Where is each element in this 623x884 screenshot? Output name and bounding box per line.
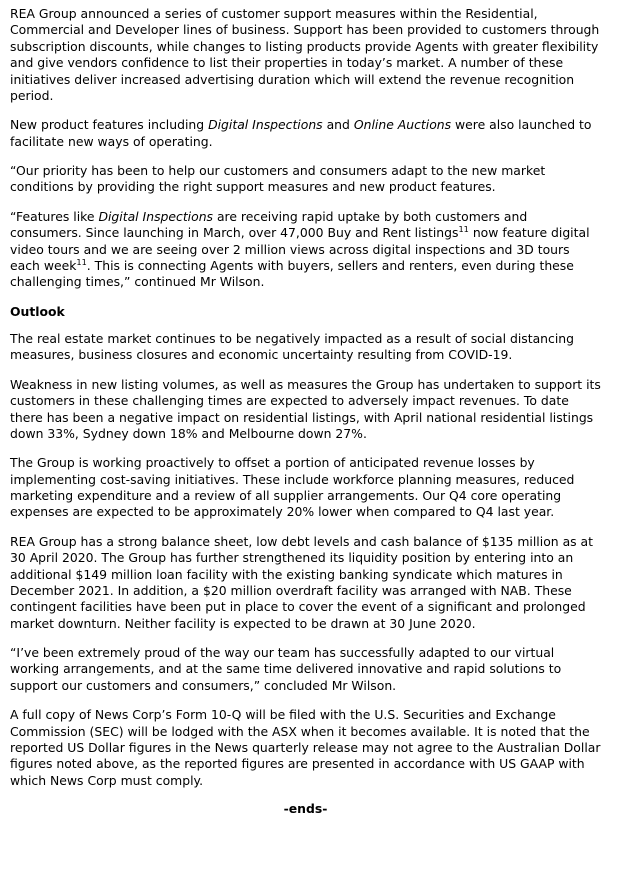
paragraph-new-product-features (10, 117, 601, 150)
text-run: were also launched to facilitate new ways of operating. (10, 117, 592, 149)
text-run: The real estate market continues to be negatively impacted as a result of social distancing measures, business closures and economic uncertainty resulting from COVID-19. (10, 331, 575, 363)
text-run: REA Group announced a series of customer support measures within the Residential, Commercial and Developer lines of business. Support has been provided to customers through subscription discounts, while changes to listing products provide Agents with greater flexibility and give vendors confidence to list their properties in today’s market. A number of these initiatives deliver increased advertising duration which will extend the revenue recognition period. (10, 6, 600, 103)
text-run: are receiving rapid uptake by both customers and consumers. Since launching in March, over 47,000 Buy and Rent listings (10, 208, 528, 241)
paragraph-support-measures (10, 6, 601, 104)
text-run: now feature digital video tours and we are seeing over 2 million views across digital inspections and 3D tours each week (10, 225, 590, 273)
text-run: “Features like (10, 208, 99, 224)
paragraph-balance-sheet (10, 534, 601, 632)
text-run: REA Group has a strong balance sheet, low debt levels and cash balance of $135 million as at 30 April 2020. The Group has further strengthened its liquidity position by entering into an additional $149 million loan facility with the existing banking syndicate which matures in December 2021. In addition, a $20 million overdraft facility was arranged with NAB. These contingent facilities have been put in place to cover the event of a significant and prolonged market downturn. Neither facility is expected to be drawn at 30 June 2020. (10, 533, 594, 631)
paragraph-quote-proud (10, 645, 601, 694)
section-heading-outlook: Outlook (10, 303, 65, 319)
text-run: “I’ve been extremely proud of the way our team has successfully adapted to our virtual working arrangements, and at the same time delivered innovative and rapid solutions to support our customers and consumers,” concluded Mr Wilson. (10, 645, 562, 693)
text-run: A full copy of News Corp’s Form 10-Q will be filed with the U.S. Securities and Exchange Commission (SEC) will be lodged with the ASX when it becomes available. It is noted that the reported US Dollar figures in the News quarterly release may not agree to the Australian Dollar figures noted above, as the reported figures are presented in accordance with US GAAP with which News Corp must comply. (10, 707, 601, 788)
text-run: and (322, 117, 354, 133)
footnote-reference: 11 (458, 224, 469, 234)
paragraph-cost-savings (10, 455, 601, 521)
paragraph-form-10q (10, 707, 601, 789)
footnote-reference: 11 (76, 256, 87, 267)
text-run: The Group is working proactively to offset a portion of anticipated revenue losses by implementing cost-saving initiatives. These include workforce planning measures, reduced marketing expenditure and a review of all supplier arrangements. Our Q4 core operating expenses are expected to be approximately 20% lower when compared to Q4 last year. (10, 455, 575, 520)
end-marker: -ends- (283, 801, 328, 816)
text-run-italic: Online Auctions (353, 117, 452, 133)
text-run: New product features including (10, 117, 209, 133)
paragraph-quote-priority (10, 163, 601, 196)
paragraph-listing-weakness (10, 377, 601, 443)
paragraph-market-impact (10, 331, 601, 364)
text-run: . This is connecting Agents with buyers, sellers and renters, even during these challenging times,” continued Mr Wilson. (10, 257, 574, 290)
paragraph-quote-features (10, 209, 601, 291)
text-run: Weakness in new listing volumes, as well as measures the Group has undertaken to support its customers in these challenging times are expected to adversely impact revenues. To date there has been a negative impact on residential listings, with April national residential listings down 33%, Sydney down 18% and Melbourne down 27%. (10, 376, 601, 441)
text-run-italic: Digital Inspections (98, 208, 214, 224)
text-run: “Our priority has been to help our customers and consumers adapt to the new market conditions by providing the right support measures and new product features. (10, 163, 546, 195)
text-run-italic: Digital Inspections (208, 117, 323, 133)
